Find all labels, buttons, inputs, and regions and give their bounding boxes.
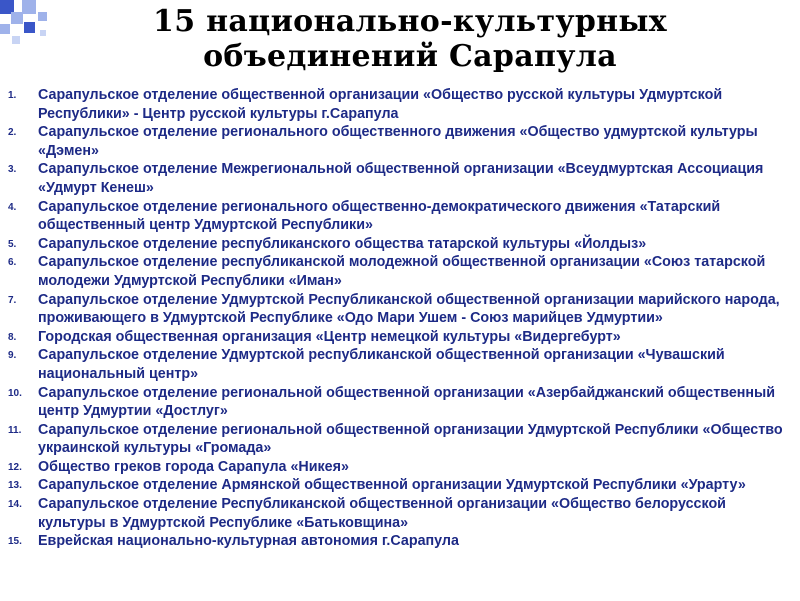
item-text: Городская общественная организация «Центр немецкой культуры «Видергебурт»	[38, 328, 621, 345]
item-number: 14.	[8, 499, 22, 511]
list-item	[0, 328, 800, 347]
item-text: Сарапульское отделение республиканского общества татарской культуры «Йолдыз»	[38, 235, 647, 252]
item-text: Сарапульское отделение общественной организации «Общество русской культуры Удмуртской Республики» - Центр русской культуры г.Сарапула	[38, 87, 723, 122]
list-item	[0, 86, 800, 123]
item-text: Общество греков города Сарапула «Никея»	[38, 458, 349, 475]
item-text: Сарапульское отделение региональной общественной организации Удмуртской Республики «Общество украинской культуры «Громада»	[38, 421, 783, 457]
organizations-list	[0, 86, 800, 551]
list-item	[0, 532, 800, 551]
item-text: Сарапульское отделение Армянской общественной организации Удмуртской Республики «Урарту»	[38, 477, 746, 494]
list-item	[0, 346, 800, 383]
list-item	[0, 123, 800, 160]
item-number: 12.	[8, 461, 22, 473]
list-item	[0, 198, 800, 235]
item-text: Сарапульское отделение Удмуртской республиканской общественной организации «Чувашский национальный центр»	[38, 347, 725, 382]
item-number: 11.	[8, 424, 22, 436]
item-number: 7.	[8, 294, 17, 306]
title-line-1: 15 национально-культурных	[153, 4, 667, 39]
corner-decoration	[0, 0, 62, 50]
item-number: 6.	[8, 257, 17, 269]
list-item	[0, 253, 800, 290]
list-item	[0, 495, 800, 532]
item-number: 1.	[8, 90, 17, 101]
item-number: 10.	[8, 387, 22, 399]
item-number: 5.	[8, 238, 17, 250]
item-text: Сарапульское отделение регионального общественного движения «Общество удмуртской культуры «Дэмен»	[38, 124, 758, 159]
item-number: 9.	[8, 350, 17, 362]
list-item	[0, 291, 800, 328]
list-item	[0, 476, 800, 495]
item-text: Еврейская национально-культурная автономия г.Сарапула	[38, 533, 459, 550]
slide-title	[90, 4, 730, 74]
item-number: 15.	[8, 536, 22, 548]
list-item	[0, 160, 800, 197]
item-text: Сарапульское отделение республиканской молодежной общественной организации «Союз татарской молодежи Удмуртской Республики «Иман»	[38, 254, 766, 289]
item-number: 4.	[8, 201, 17, 213]
list-item	[0, 235, 800, 254]
list-item	[0, 384, 800, 421]
item-text: Сарапульское отделение Межрегиональной общественной организации «Всеудмуртская Ассоциация «Удмурт Кенеш»	[38, 161, 764, 196]
item-text: Сарапульское отделение Республиканской общественной организации «Общество белорусской культуры в Удмуртской Республике «Батьковщина»	[38, 496, 726, 531]
item-number: 2.	[8, 127, 17, 139]
list-item	[0, 458, 800, 477]
title-line-2: объединений Сарапула	[203, 39, 617, 74]
item-number: 8.	[8, 331, 17, 343]
item-number: 3.	[8, 164, 17, 176]
item-text: Сарапульское отделение Удмуртской Республиканской общественной организации марийского народа, проживающего в Удмуртской Республике «Одо Мари Ушем - Союз марийцев Удмуртии»	[38, 291, 780, 327]
list-item	[0, 421, 800, 458]
item-number: 13.	[8, 480, 22, 492]
item-text: Сарапульское отделение регионального общественно-демократического движения «Татарский общественный центр Удмуртской Республики»	[38, 198, 721, 234]
item-text: Сарапульское отделение региональной общественной организации «Азербайджанский общественный центр Удмуртии «Достлуг»	[38, 384, 776, 420]
